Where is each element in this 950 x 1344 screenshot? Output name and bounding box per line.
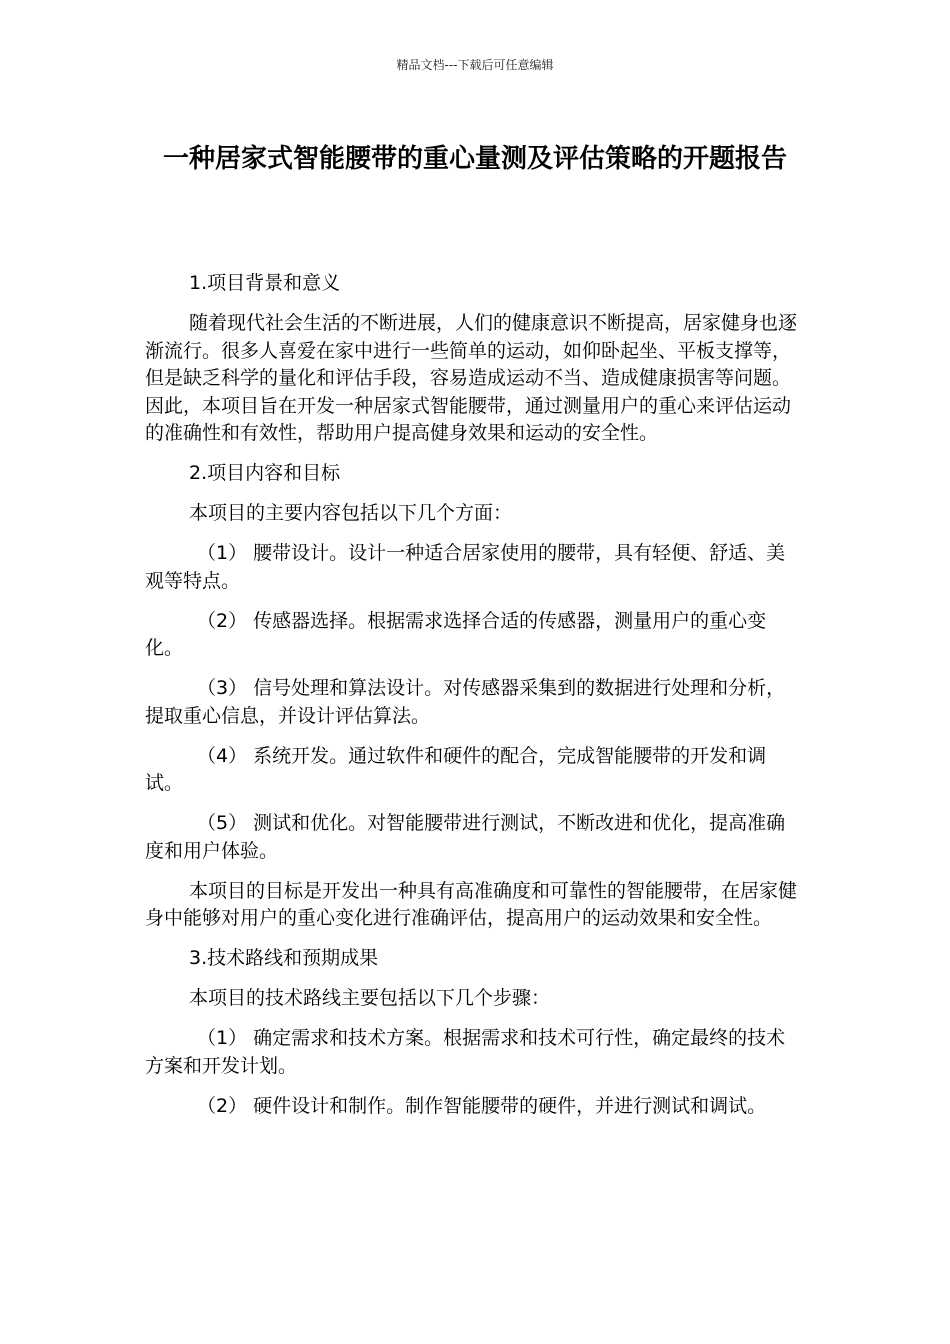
document-body: [145, 270, 800, 1133]
section-2-item: （2） 传感器选择。根据需求选择合适的传感器，测量用户的重心变化。: [145, 609, 767, 659]
section-2-item: （4） 系统开发。通过软件和硬件的配合，完成智能腰带的开发和调试。: [145, 744, 767, 794]
section-2-item: （1） 腰带设计。设计一种适合居家使用的腰带，具有轻便、舒适、美观等特点。: [145, 542, 786, 592]
section-2-heading: 2.项目内容和目标: [189, 462, 341, 484]
section-2-item: （5） 测试和优化。对智能腰带进行测试，不断改进和优化，提高准确度和用户体验。: [145, 812, 786, 862]
header-note: 精品文档---下载后可任意编辑: [396, 58, 554, 72]
section-3-item: （1） 确定需求和技术方案。根据需求和技术可行性，确定最终的技术方案和开发计划。: [145, 1027, 786, 1077]
section-1-paragraph: 随着现代社会生活的不断进展，人们的健康意识不断提高，居家健身也逐渐流行。很多人喜爱在家中进行一些简单的运动，如仰卧起坐、平板支撑等，但是缺乏科学的量化和评估手段，容易造成运动不当、造成健康损害等问题。因此，本项目旨在开发一种居家式智能腰带，通过测量用户的重心来评估运动的准确性和有效性，帮助用户提高健身效果和运动的安全性。: [145, 312, 798, 444]
section-1-heading: 1.项目背景和意义: [189, 272, 341, 294]
section-2-goal: 本项目的目标是开发出一种具有高准确度和可靠性的智能腰带，在居家健身中能够对用户的重心变化进行准确评估，提高用户的运动效果和安全性。: [145, 879, 798, 929]
section-2-intro: 本项目的主要内容包括以下几个方面：: [189, 502, 513, 524]
section-3-item: （2） 硬件设计和制作。制作智能腰带的硬件，并进行测试和调试。: [197, 1094, 767, 1117]
section-3-heading: 3.技术路线和预期成果: [189, 947, 379, 969]
section-3-intro: 本项目的技术路线主要包括以下几个步骤：: [189, 987, 551, 1009]
document-title: 一种居家式智能腰带的重心量测及评估策略的开题报告: [162, 144, 787, 174]
section-2-item: （3） 信号处理和算法设计。对传感器采集到的数据进行处理和分析，提取重心信息，并设计评估算法。: [145, 677, 786, 727]
